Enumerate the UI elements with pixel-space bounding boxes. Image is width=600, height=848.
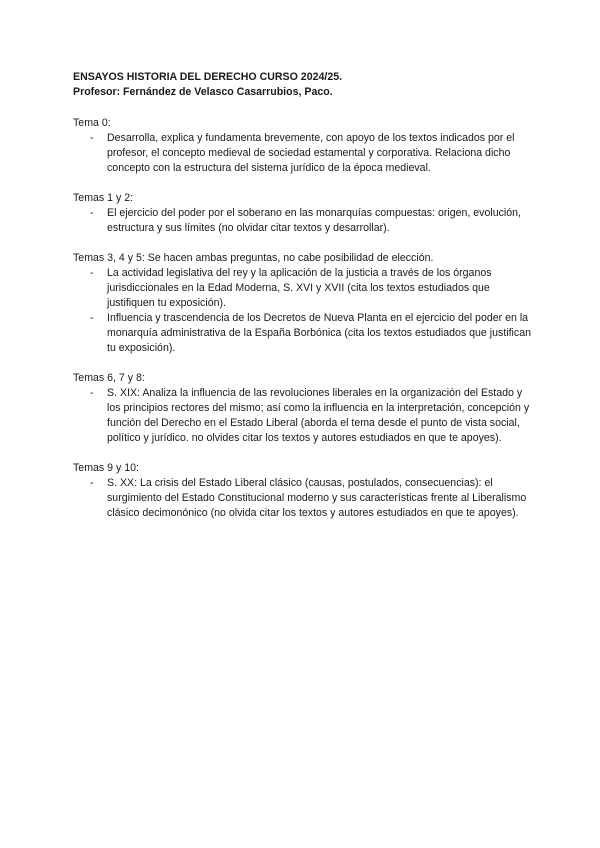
item-list (73, 131, 533, 176)
list-item (73, 311, 533, 356)
list-item-text: S. XIX: Analiza la influencia de las revoluciones liberales en la organización del Estado y los principios rectores del mismo; así como la influencia en la interpretación, concepción y función del Derecho en el Estado Liberal (aborda el tema desde el punto de vista social, político y jurídico. no olvides citar los textos y autores estudiados en que te apoyes). (107, 387, 530, 444)
section-title: Temas 3, 4 y 5: Se hacen ambas preguntas, no cabe posibilidad de elección. (73, 252, 434, 264)
section-title: Temas 1 y 2: (73, 192, 134, 204)
list-item-text: S. XX: La crisis del Estado Liberal clásico (causas, postulados, consecuencias): el surgimiento del Estado Constitucional moderno y sus características frente al Liberalismo clásico decimonónico (no olvida citar los textos y autores estudiados en que te apoyes). (107, 477, 527, 519)
section-title: Temas 6, 7 y 8: (73, 372, 145, 384)
list-item-text: El ejercicio del poder por el soberano en las monarquías compuestas: origen, evolución, estructura y sus límites (no olvidar citar textos y desarrollar). (107, 207, 521, 234)
section-temas-3-4-5 (73, 251, 533, 356)
list-item (73, 131, 533, 176)
section-title: Temas 9 y 10: (73, 462, 139, 474)
list-item (73, 386, 533, 446)
section-tema-0 (73, 116, 533, 176)
item-list (73, 386, 533, 446)
document-title: ENSAYOS HISTORIA DEL DERECHO CURSO 2024/25. (73, 71, 343, 83)
list-item (73, 206, 533, 236)
list-item-text: La actividad legislativa del rey y la aplicación de la justicia a través de los órganos jurisdiccionales en la Edad Moderna, S. XVI y XVII (cita los textos estudiados que justifiquen tu exposición). (107, 267, 492, 309)
dash-bullet: - (90, 477, 94, 489)
dash-bullet: - (90, 387, 94, 399)
list-item (73, 476, 533, 521)
item-list (73, 266, 533, 356)
section-temas-9-10 (73, 461, 533, 521)
item-list (73, 476, 533, 521)
dash-bullet: - (90, 132, 94, 144)
section-temas-1-2 (73, 191, 533, 236)
list-item-text: Influencia y trascendencia de los Decretos de Nueva Planta en el ejercicio del poder en la monarquía administrativa de la España Borbónica (cita los textos estudiados que justifican tu exposición). (107, 312, 531, 354)
dash-bullet: - (90, 207, 94, 219)
dash-bullet: - (90, 267, 94, 279)
professor-line: Profesor: Fernández de Velasco Casarrubios, Paco. (73, 86, 333, 98)
dash-bullet: - (90, 312, 94, 324)
list-item-text: Desarrolla, explica y fundamenta brevemente, con apoyo de los textos indicados por el profesor, el concepto medieval de sociedad estamental y corporativa. Relaciona dicho concepto con la estructura del sistema jurídico de la época medieval. (107, 132, 515, 174)
document-page (73, 70, 533, 521)
list-item (73, 266, 533, 311)
item-list (73, 206, 533, 236)
section-temas-6-7-8 (73, 371, 533, 446)
section-title: Tema 0: (73, 117, 111, 129)
